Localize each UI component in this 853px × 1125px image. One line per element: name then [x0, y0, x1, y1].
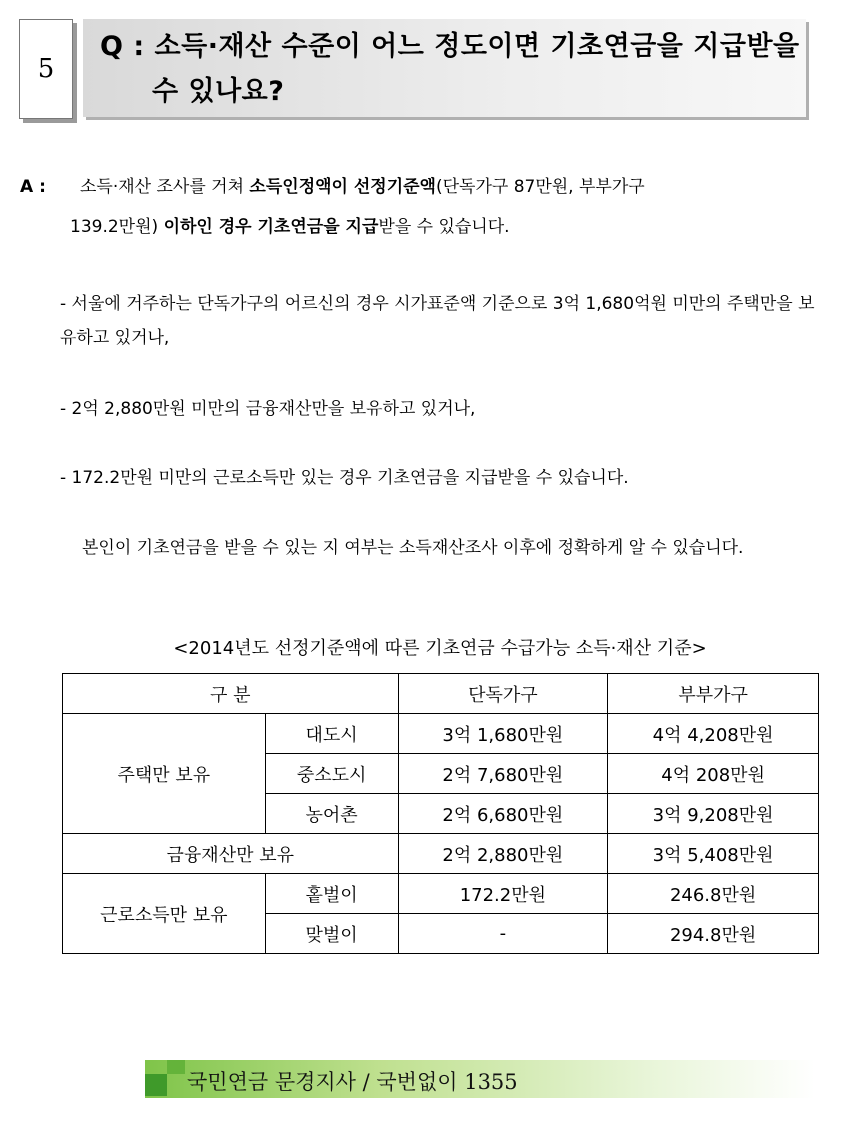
- single-value: 2억 2,880만원: [398, 834, 608, 874]
- question-title: [100, 24, 810, 114]
- table-caption: <2014년도 선정기준액에 따른 기초연금 수급가능 소득·재산 기준>: [173, 638, 707, 659]
- financial-label: 금융재산만 보유: [63, 834, 399, 874]
- question-title-line1: Q : 소득·재산 수준이 어느 정도이면 기초연금을 지급받을: [100, 31, 800, 62]
- note-paragraph: 본인이 기초연금을 받을 수 있는 지 여부는 소득재산조사 이후에 정확하게 알 수 있습니다.: [82, 538, 744, 558]
- question-number-box: [19, 19, 73, 119]
- couple-value: 246.8만원: [608, 874, 819, 914]
- couple-value: 4억 4,208만원: [608, 714, 819, 754]
- type-cell: 홑벌이: [265, 874, 398, 914]
- answer-text-2: (단독가구 87만원, 부부가구: [435, 177, 645, 197]
- header-category: 구 분: [63, 674, 399, 714]
- header-single: 단독가구: [398, 674, 608, 714]
- single-value: 3억 1,680만원: [398, 714, 608, 754]
- couple-value: 294.8만원: [608, 914, 819, 954]
- header-couple: 부부가구: [608, 674, 819, 714]
- table-row: [63, 874, 819, 914]
- answer-paragraph: [20, 172, 820, 242]
- single-value: 2억 6,680만원: [398, 794, 608, 834]
- question-title-line2: 수 있나요?: [152, 76, 285, 107]
- criteria-table: [62, 673, 819, 954]
- couple-value: 3억 9,208만원: [608, 794, 819, 834]
- bullet-housing: - 서울에 거주하는 단독가구의 어르신의 경우 시가표준액 기준으로 3억 1,680억원 미만의 주택만을 보유하고 있거나,: [60, 294, 815, 348]
- table-row: [63, 714, 819, 754]
- answer-emphasis-1: 소득인정액이 선정기준액: [249, 177, 436, 197]
- single-value: -: [398, 914, 608, 954]
- answer-emphasis-2: 이하인 경우 기초연금을 지급: [163, 217, 379, 237]
- answer-label: A :: [20, 177, 46, 197]
- single-value: 2억 7,680만원: [398, 754, 608, 794]
- couple-value: 4억 208만원: [608, 754, 819, 794]
- bullet-financial: - 2억 2,880만원 미만의 금융재산만을 보유하고 있거나,: [60, 399, 476, 419]
- green-square-icon: [145, 1074, 167, 1096]
- footer-text: 국민연금 문경지사 / 국번없이 1355: [187, 1070, 518, 1094]
- footer-banner: [145, 1060, 815, 1098]
- question-number: 5: [37, 54, 55, 84]
- area-cell: 중소도시: [265, 754, 398, 794]
- type-cell: 맞벌이: [265, 914, 398, 954]
- bullet-labor: - 172.2만원 미만의 근로소득만 있는 경우 기초연금을 지급받을 수 있습니다.: [60, 468, 629, 488]
- answer-text-3: 139.2만원): [70, 217, 164, 237]
- couple-value: 3억 5,408만원: [608, 834, 819, 874]
- area-cell: 대도시: [265, 714, 398, 754]
- single-value: 172.2만원: [398, 874, 608, 914]
- answer-text-4: 받을 수 있습니다.: [378, 217, 510, 237]
- housing-label: 주택만 보유: [63, 714, 266, 834]
- table-header-row: [63, 674, 819, 714]
- labor-label: 근로소득만 보유: [63, 874, 266, 954]
- answer-text-1: 소득·재산 조사를 거쳐: [80, 177, 250, 197]
- area-cell: 농어촌: [265, 794, 398, 834]
- table-row: [63, 834, 819, 874]
- green-square-icon: [167, 1060, 185, 1074]
